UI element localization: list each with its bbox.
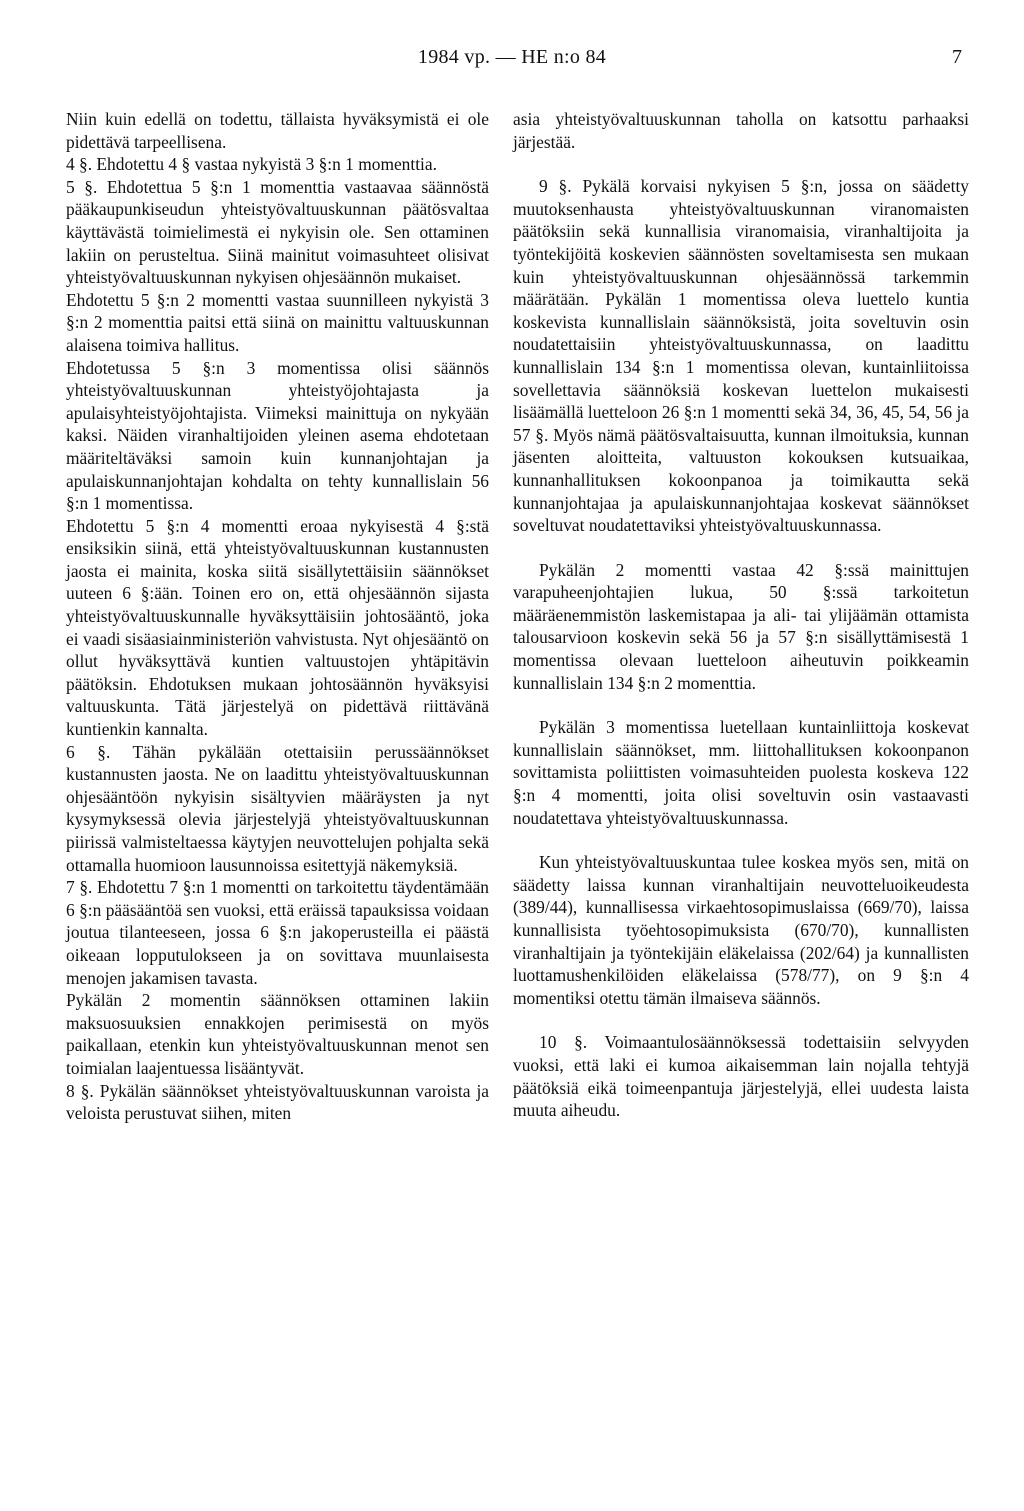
paragraph: asia yhteistyövaltuuskunnan taholla on katsottu parhaaksi järjestää. <box>513 109 969 152</box>
left-column <box>66 108 489 1125</box>
paragraph: Ehdotettu 5 §:n 2 momentti vastaa suunnilleen nykyistä 3 §:n 2 momenttia paitsi että siinä on mainittu valtuuskunnan alaisena toimiva hallitus. <box>66 289 489 355</box>
paragraph: 7 §. Ehdotettu 7 §:n 1 momentti on tarkoitettu täydentämään 6 §:n pääsääntöä sen vuoksi, että eräissä tapauksissa voidaan joutua tilanteeseen, jossa 6 §:n jakoperusteilla ei päästä oikeaan lopputulokseen ja on sovittava muunlaisesta menojen jakamisen tavasta. <box>66 877 489 988</box>
paragraph: Pykälän 3 momentissa luetellaan kuntainliittoja koskevat kunnallislain säännökset, mm. liittohallituksen kokoonpanon sovittamista poliittisten voimasuhteiden puolesta koskeva 122 §:n 4 momentti, joita olisi soveltuvin osin vastaavasti noudatettava yhteistyövaltuuskunnassa. <box>513 717 969 828</box>
paragraph: Niin kuin edellä on todettu, tällaista hyväksymistä ei ole pidettävä tarpeellisena. <box>66 109 489 152</box>
page-number: 7 <box>952 46 962 68</box>
paragraph: Ehdotetussa 5 §:n 3 momentissa olisi säännös yhteistyövaltuuskunnan yhteistyöjohtajasta ja apulaisyhteistyöjohtajista. Viimeksi mainittuja on nykyään kaksi. Näiden viranhaltijoiden yleinen asema ehdotetaan määriteltäväksi samoin kuin kunnanjohtajan ja apulaiskunnanjohtajan kohdalta on tehty kunnallislain 56 §:n 1 momentissa. <box>66 357 489 514</box>
paragraph: Pykälän 2 momentin säännöksen ottaminen lakiin maksuosuuksien ennakkojen perimisestä on myös paikallaan, etenkin kun yhteistyövaltuuskunnan menot sen toimialan laajentuessa lisääntyvät. <box>66 990 489 1078</box>
paragraph: 4 §. Ehdotettu 4 § vastaa nykyistä 3 §:n 1 momenttia. <box>66 154 437 175</box>
header-title: 1984 vp. — HE n:o 84 <box>417 46 607 68</box>
paragraph: 8 §. Pykälän säännökset yhteistyövaltuuskunnan varoista ja veloista perustuvat siihen, miten <box>66 1080 489 1124</box>
paragraph: Pykälän 2 momentti vastaa 42 §:ssä mainittujen varapuheenjohtajien lukua, 50 §:ssä tarkoitetun määräenemmistön laskemistapaa ja ali- tai ylijäämän ottamista talousarvioon koskevin sekä 56 ja 57 §:n sisällyttämisestä 1 momentissa olevaan luetteloon aiheutuvin poikkeamin kunnallislain 134 §:n 2 momenttia. <box>513 559 969 693</box>
paragraph: Ehdotettu 5 §:n 4 momentti eroaa nykyisestä 4 §:stä ensiksikin siinä, että yhteistyövaltuuskunnan kustannusten jaosta ei mainita, koska siitä sisällytettäisiin säännökset uuteen 6 §:ään. Toinen ero on, että ohjesäännön sijasta yhteistyövaltuuskunnalle hyväksyttäisiin johtosääntö, joka ei vaadi sisäasiainministeriön vahvistusta. Nyt ohjesääntö on ollut hyväksyttävä kuntien valtuustojen yhtäpitävin päätöksin. Ehdotuksen mukaan johtosäännön hyväksyisi valtuuskunta. Tätä järjestelyä on pidettävä riittävänä kuntienkin kannalta. <box>66 515 489 740</box>
paragraph: Kun yhteistyövaltuuskuntaa tulee koskea myös sen, mitä on säädetty laissa kunnan viranhaltijain neuvotteluoikeudesta (389/44), kunnallisessa virkaehtosopimuslaissa (669/70), laissa kunnallisista työehtosopimuksista (670/70), kunnallisten viranhaltijain ja työntekijäin eläkelaissa (202/64) ja kunnallisten luottamushenkilöiden eläkelaissa (578/77), on 9 §:n 4 momentiksi otettu tämän ilmaiseva säännös. <box>513 852 969 1008</box>
right-column <box>513 108 969 1122</box>
paragraph: 5 §. Ehdotettua 5 §:n 1 momenttia vastaavaa säännöstä pääkaupunkiseudun yhteistyövaltuuskunnan päätösvaltaa käyttävästä toimielimestä ei nykyisin ole. Sen ottaminen lakiin on perusteltua. Siinä mainitut voimasuhteet olisivat yhteistyövaltuuskunnan nykyisen ohjesäännön mukaiset. <box>66 176 489 288</box>
paragraph: 9 §. Pykälä korvaisi nykyisen 5 §:n, jossa on säädetty muutoksenhausta yhteistyövaltuuskunnan viranomaisten päätöksiin sekä kunnallisia viranomaisia, viranhaltijoita ja työntekijöitä koskevien säännösten soveltamisesta sen mukaan kuin yhteistyövaltuuskunnan ohjesäännössä tarkemmin määrätään. Pykälän 1 momentissa oleva luettelo kuntia koskevista kunnallislain säännöksistä, joita soveltuvin osin noudatettaisiin yhteistyövaltuuskunnassa, on laadittu kunnallislain 134 §:n 1 momentissa olevan, kuntainliitoissa sovellettavia säännöksiä koskevan luettelon mukaisesti lisäämällä luetteloon 26 §:n 1 momentti sekä 34, 36, 45, 54, 56 ja 57 §. Myös nämä päätösvaltaisuutta, kunnan ilmoituksia, kunnan jäsenten aloitteita, valtuuston kokouksen kutsuaikaa, kunnanhallituksen kokoonpanoa ja toimikautta sekä kunnanjohtajaa ja apulaiskunnanjohtajaa koskevat säännökset soveltuvat noudatettaviksi yhteistyövaltuuskunnassa. <box>513 176 969 536</box>
paragraph: 6 §. Tähän pykälään otettaisiin perussäännökset kustannusten jaosta. Ne on laadittu yhteistyövaltuuskunnan ohjesääntöön nykyisin sisältyvien määräysten ja nyt kysymyksessä olevia järjestelyjä yhteistyövaltuuskunnan piirissä valmisteltaessa käytyjen neuvottelujen pohjalta sekä ottamalla huomioon lausunnoissa esitettyjä näkemyksiä. <box>66 741 489 875</box>
page-header <box>0 46 1024 76</box>
paragraph: 10 §. Voimaantulosäännöksessä todettaisiin selvyyden vuoksi, että laki ei kumoa aikaisemman lain nojalla tehtyjä päätöksiä eikä toimeenpantuja järjestelyjä, ellei uudesta laista muuta aiheudu. <box>513 1032 969 1121</box>
